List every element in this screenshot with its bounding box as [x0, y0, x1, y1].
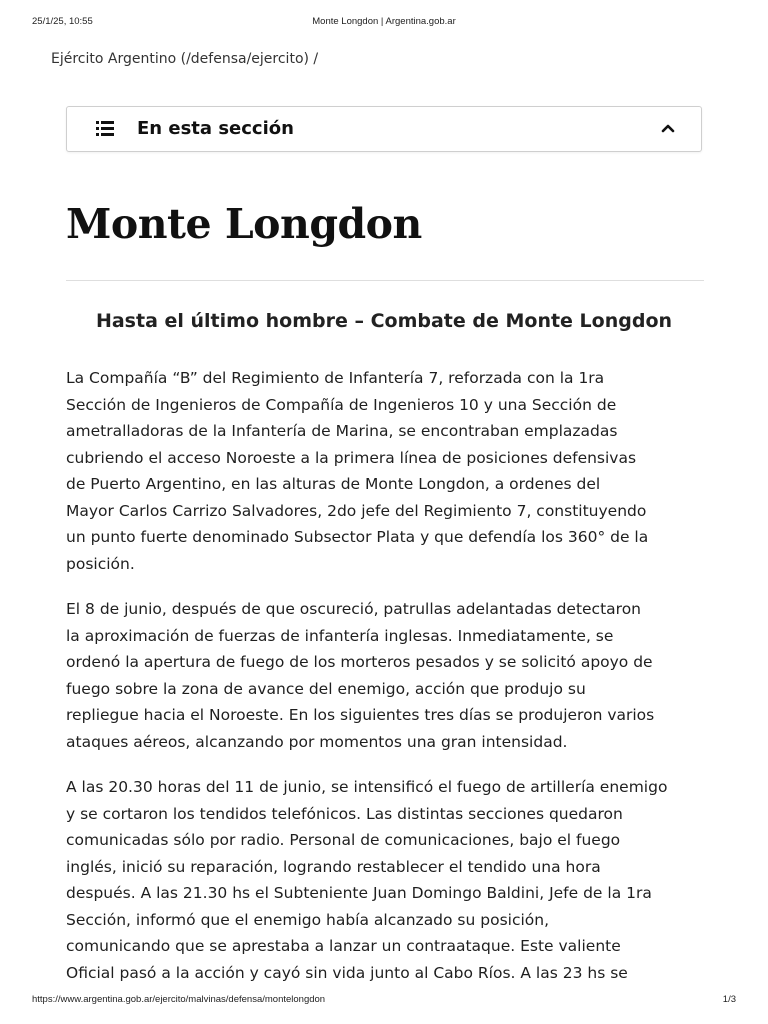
section-menu-label: En esta sección	[137, 118, 294, 139]
paragraph-line: Sección de Ingenieros de Compañía de Ingenieros 10 y una Sección de	[66, 395, 617, 414]
paragraph-line: comunicadas sólo por radio. Personal de comunicaciones, bajo el fuego	[66, 831, 621, 849]
paragraph-2	[66, 596, 714, 755]
paragraph-line: posición.	[66, 554, 135, 573]
paragraph-line: El 8 de junio, después de que oscureció, patrullas adelantadas detectaron	[66, 600, 641, 618]
section-menu-toggle[interactable]	[66, 106, 702, 152]
title-divider	[66, 280, 704, 281]
breadcrumb-link-ejercito[interactable]: Ejército Argentino (/defensa/ejercito)	[51, 51, 309, 67]
print-footer	[32, 994, 736, 1008]
print-url: https://www.argentina.gob.ar/ejercito/malvinas/defensa/montelongdon	[32, 994, 326, 1005]
paragraph-line: ordenó la apertura de fuego de los morteros pesados y se solicitó apoyo de	[66, 653, 653, 671]
paragraph-1	[66, 365, 714, 577]
paragraph-line: ataques aéreos, alcanzando por momentos una gran intensidad.	[66, 732, 568, 751]
paragraph-line: de Puerto Argentino, en las alturas de Monte Longdon, a ordenes del	[66, 475, 601, 493]
paragraph-line: La Compañía “B” del Regimiento de Infantería 7, reforzada con la 1ra	[66, 369, 605, 387]
print-page-title: Monte Longdon | Argentina.gob.ar	[312, 16, 456, 27]
chevron-up-icon[interactable]	[661, 123, 675, 133]
paragraph-line: inglés, inició su reparación, logrando restablecer el tendido una hora	[66, 857, 601, 876]
paragraph-line: Mayor Carlos Carrizo Salvadores, 2do jefe del Regimiento 7, constituyendo	[66, 501, 647, 520]
paragraph-line: un punto fuerte denominado Subsector Plata y que defendía los 360° de la	[66, 528, 649, 546]
paragraph-line: Oficial pasó a la acción y cayó sin vida junto al Cabo Ríos. A las 23 hs se	[66, 963, 628, 982]
print-datetime: 25/1/25, 10:55	[32, 16, 93, 27]
paragraph-line: Sección, informó que el enemigo había alcanzado su posición,	[66, 910, 550, 929]
paragraph-line: después. A las 21.30 hs el Subteniente Juan Domingo Baldini, Jefe de la 1ra	[66, 884, 652, 902]
paragraph-line: ametralladoras de la Infantería de Marina, se encontraban emplazadas	[66, 422, 618, 440]
paragraph-3	[66, 774, 714, 986]
paragraph-line: cubriendo el acceso Noroeste a la primera línea de posiciones defensivas	[66, 448, 637, 467]
page-title: Monte Longdon	[66, 200, 422, 248]
print-page-number: 1/3	[722, 994, 736, 1005]
paragraph-line: A las 20.30 horas del 11 de junio, se intensificó el fuego de artillería enemigo	[66, 778, 668, 796]
paragraph-line: fuego sobre la zona de avance del enemigo, acción que produjo su	[66, 679, 586, 698]
list-icon	[96, 121, 114, 136]
paragraph-line: la aproximación de fuerzas de infantería inglesas. Inmediatamente, se	[66, 626, 614, 645]
breadcrumb-separator: /	[313, 51, 319, 67]
print-header	[32, 16, 736, 30]
paragraph-line: y se cortaron los tendidos telefónicos. Las distintas secciones quedaron	[66, 804, 623, 823]
paragraph-line: repliegue hacia el Noroeste. En los siguientes tres días se produjeron varios	[66, 706, 655, 724]
article-subtitle: Hasta el último hombre – Combate de Monte Longdon	[95, 310, 673, 332]
breadcrumb	[51, 51, 318, 67]
paragraph-line: comunicando que se aprestaba a lanzar un contraataque. Este valiente	[66, 937, 621, 955]
